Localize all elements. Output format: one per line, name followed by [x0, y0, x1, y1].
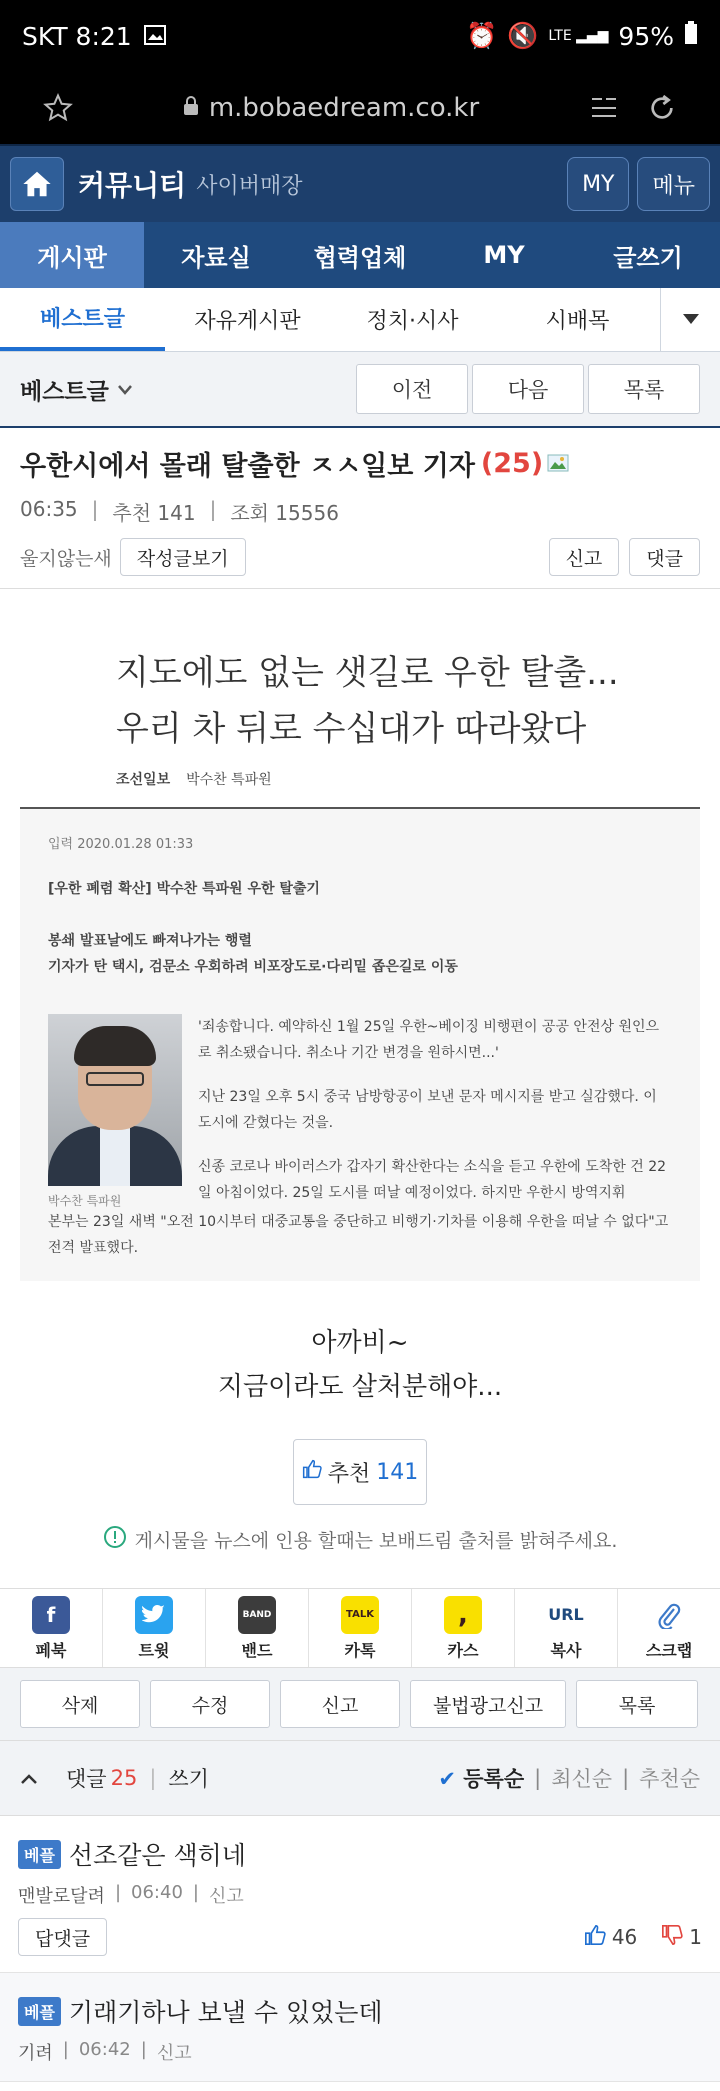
- post-time: 06:35: [20, 497, 78, 521]
- post-recommend: 추천 141: [112, 501, 196, 525]
- thumbs-up-icon: [584, 1924, 606, 1951]
- comment-text: 선조같은 색히네: [68, 1841, 246, 1870]
- divider: |: [534, 1766, 542, 1790]
- sub-nav: [0, 288, 720, 352]
- comment-count: (25): [480, 448, 544, 479]
- recommend-count: 141: [376, 1459, 419, 1485]
- summary-line-2: 기자가 탄 택시, 검문소 우회하려 비포장도로·다리밑 좁은길로 이동: [48, 959, 458, 975]
- divider: |: [62, 2039, 69, 2060]
- article-date: 입력 2020.01.28 01:33: [48, 837, 194, 852]
- comment-time: 06:40: [131, 1882, 183, 1903]
- kakaotalk-icon: TALK: [341, 1596, 379, 1634]
- post-header: [0, 428, 720, 589]
- signal-icon: LTE ▂▄▆: [548, 28, 609, 44]
- lock-icon: [183, 93, 199, 123]
- main-nav: [0, 222, 720, 288]
- nav-archive[interactable]: 자료실: [181, 243, 251, 272]
- comment-item: [0, 1816, 720, 1973]
- bookmark-star-icon[interactable]: [36, 86, 80, 130]
- my-button[interactable]: MY: [567, 157, 629, 211]
- reply-button[interactable]: 댓글: [629, 538, 700, 576]
- alarm-icon: ⏰: [466, 21, 498, 50]
- share-facebook[interactable]: [0, 1589, 103, 1667]
- comment-report-link[interactable]: 신고: [208, 1886, 244, 1907]
- share-label: 페북: [35, 1640, 67, 1660]
- post-meta: [20, 497, 700, 526]
- post-body: [0, 1321, 720, 1409]
- divider: |: [192, 1882, 199, 1903]
- body-line-1: 아까비~: [311, 1328, 409, 1358]
- share-band[interactable]: [206, 1589, 309, 1667]
- divider: |: [209, 497, 217, 521]
- comment-time: 06:42: [78, 2039, 131, 2060]
- article-para-3: 신종 코로나 바이러스가 갑자기 확산한다는 소식을 듣고 우한에 도착한 건 22일 아침이었다. 25일 도시를 떠날 예정이었다. 하지만 우한시 방역지휘: [198, 1159, 667, 1201]
- share-kakaotalk[interactable]: [309, 1589, 412, 1667]
- share-bar: [0, 1588, 720, 1668]
- article-summary: [48, 928, 672, 980]
- carrier-time: SKT 8:21: [22, 21, 132, 51]
- status-bar: [0, 0, 720, 72]
- prev-button[interactable]: 이전: [356, 364, 468, 414]
- article-para-1: '죄송합니다. 예약하신 1월 25일 우한~베이징 비행편이 공공 안전상 원인으로 취소됐습니다. 취소나 기간 변경을 원하시면...': [198, 1019, 660, 1061]
- board-selector[interactable]: [20, 373, 133, 406]
- citation-notice: [0, 1525, 720, 1554]
- article-text: [198, 1014, 672, 1209]
- delete-button[interactable]: 삭제: [20, 1680, 140, 1728]
- article-content-row: [48, 1014, 672, 1209]
- reporter-photo-block: [48, 1014, 182, 1209]
- comment-report-link[interactable]: 신고: [156, 2043, 192, 2064]
- headline-line-2: 우리 차 뒤로 수십대가 따라왔다: [116, 709, 587, 749]
- post-title: 우한시에서 몰래 탈출한 ㅈㅅ일보 기자: [20, 451, 475, 482]
- headline-line-1: 지도에도 없는 샛길로 우한 탈출...: [116, 653, 619, 693]
- url-text: m.bobaedream.co.kr: [208, 93, 480, 123]
- article-headline: [20, 609, 700, 757]
- best-comment-badge: 베플: [18, 1997, 61, 2026]
- edit-button[interactable]: 수정: [150, 1680, 270, 1728]
- tab-free-board[interactable]: 자유게시판: [194, 309, 301, 334]
- tab-best[interactable]: 베스트글: [0, 288, 165, 351]
- share-label: 스크랩: [645, 1640, 693, 1660]
- comment-sort: [438, 1763, 700, 1793]
- body-line-2: 지금이라도 살처분해야...: [217, 1372, 503, 1402]
- share-kakaostory[interactable]: [412, 1589, 515, 1667]
- write-comment-link[interactable]: 쓰기: [168, 1767, 209, 1791]
- board-title: 베스트글: [20, 378, 109, 405]
- sort-registered[interactable]: [438, 1763, 524, 1793]
- band-icon: BAND: [238, 1596, 276, 1634]
- recommend-button[interactable]: [293, 1439, 427, 1505]
- sort-registered-label: 등록순: [463, 1767, 525, 1791]
- board-bar: [0, 352, 720, 428]
- author-name[interactable]: 울지않는새: [20, 547, 112, 570]
- collapse-chevron-icon[interactable]: [20, 1766, 38, 1790]
- list-button[interactable]: 목록: [588, 364, 700, 414]
- downvote-count: 1: [689, 1925, 702, 1949]
- share-twitter[interactable]: [103, 1589, 206, 1667]
- article-subtitle: [우한 폐렴 확산] 박수찬 특파원 우한 탈출기: [48, 881, 320, 897]
- notice-text: 게시물을 뉴스에 인용 할때는 보배드림 출처를 밝혀주세요.: [134, 1530, 618, 1552]
- share-label: 카톡: [344, 1640, 376, 1660]
- nav-partners[interactable]: 협력업체: [313, 243, 407, 272]
- post-title-row: [20, 444, 700, 483]
- share-copy-url[interactable]: [515, 1589, 618, 1667]
- battery-icon: [684, 21, 698, 51]
- upvote-count: 46: [611, 1925, 638, 1949]
- article-para-4: 본부는 23일 새벽 "오전 10시부터 대중교통을 중단하고 비행기·기차를 이용해 우한을 떠날 수 없다"고 전격 발표했다.: [48, 1214, 669, 1256]
- reporter-name: 박수찬 특파원: [186, 772, 272, 788]
- comment-author[interactable]: 맨발로달려: [18, 1886, 105, 1907]
- post-views: 조회 15556: [230, 501, 339, 525]
- address-field[interactable]: [80, 93, 582, 123]
- report-spam-button[interactable]: 불법광고신고: [410, 1680, 566, 1728]
- article-para-2: 지난 23일 오후 5시 중국 남방항공이 보낸 문자 메시지를 받고 실감했다. 이 도시에 갇혔다는 것을.: [198, 1089, 657, 1131]
- news-capture-image: [20, 609, 700, 1281]
- divider: |: [622, 1766, 630, 1790]
- comment-author[interactable]: 기려: [18, 2043, 53, 2064]
- comments-bar: [0, 1740, 720, 1816]
- check-icon: ✔: [438, 1767, 456, 1791]
- author-row: [20, 538, 700, 576]
- share-label: 트윗: [138, 1640, 170, 1660]
- twitter-icon: [135, 1596, 173, 1634]
- article-body: [20, 809, 700, 1281]
- report-button[interactable]: 신고: [549, 538, 620, 576]
- paperclip-icon: [650, 1596, 688, 1634]
- divider: |: [149, 1766, 157, 1790]
- comment-text: 기래기하나 보낼 수 있었는데: [68, 1998, 383, 2027]
- tab-politics[interactable]: 정치·시사: [366, 309, 459, 334]
- comments-count: 25: [110, 1766, 138, 1790]
- chevron-down-icon: [117, 376, 133, 402]
- mute-icon: 🔇: [507, 21, 539, 50]
- thumbs-down-icon: [661, 1924, 683, 1951]
- info-icon: [103, 1525, 127, 1554]
- best-comment-badge: 베플: [18, 1840, 61, 1869]
- share-label: 복사: [550, 1640, 582, 1660]
- image-attached-icon: [547, 448, 569, 479]
- caret-down-icon: [682, 310, 700, 329]
- sort-recommended[interactable]: 추천순: [639, 1767, 700, 1791]
- reply-comment-button[interactable]: 답댓글: [18, 1918, 107, 1956]
- gallery-icon: [144, 22, 166, 51]
- recommend-label: 추천: [327, 1461, 371, 1487]
- post-actions: [0, 1668, 720, 1740]
- kakaostory-icon: ,: [444, 1596, 482, 1634]
- cyber-store-link[interactable]: 사이버매장: [196, 173, 303, 199]
- newspaper-name: 조선일보: [116, 772, 171, 788]
- community-title[interactable]: 커뮤니티: [78, 169, 187, 202]
- reporter-photo: [48, 1014, 182, 1186]
- reader-mode-icon[interactable]: [582, 86, 626, 130]
- nav-write[interactable]: 글쓰기: [613, 243, 683, 272]
- home-button[interactable]: [10, 157, 64, 211]
- downvote-button[interactable]: [661, 1924, 702, 1951]
- browser-url-bar: [0, 72, 720, 144]
- comments-label: 댓글: [66, 1767, 107, 1791]
- share-scrap[interactable]: [618, 1589, 720, 1667]
- divider: |: [114, 1882, 122, 1903]
- battery-text: 95%: [618, 21, 674, 51]
- sort-newest[interactable]: 최신순: [551, 1767, 613, 1791]
- comment-item: [0, 1973, 720, 2082]
- photo-caption: 박수찬 특파원: [48, 1194, 122, 1208]
- next-button[interactable]: 다음: [472, 364, 584, 414]
- thumbs-up-icon: [302, 1459, 322, 1485]
- article-byline: [20, 757, 700, 807]
- share-label: 카스: [447, 1640, 479, 1660]
- subnav-dropdown-button[interactable]: [660, 288, 720, 351]
- divider: |: [140, 2039, 147, 2060]
- menu-button[interactable]: 메뉴: [637, 157, 710, 211]
- site-header: [0, 144, 720, 222]
- url-icon: URL: [548, 1605, 584, 1624]
- summary-line-1: 봉쇄 발표날에도 빠져나가는 행렬: [48, 933, 252, 949]
- nav-board[interactable]: 게시판: [0, 222, 144, 288]
- view-posts-button[interactable]: 작성글보기: [120, 538, 246, 576]
- facebook-icon: f: [32, 1596, 70, 1634]
- nav-my[interactable]: MY: [483, 241, 525, 269]
- list-bottom-button[interactable]: 목록: [576, 1680, 698, 1728]
- divider: |: [91, 497, 99, 521]
- upvote-button[interactable]: [584, 1924, 637, 1951]
- report-post-button[interactable]: 신고: [280, 1680, 400, 1728]
- share-label: 밴드: [241, 1640, 273, 1660]
- tab-sibaemok[interactable]: 시배목: [545, 309, 610, 334]
- refresh-icon[interactable]: [640, 86, 684, 130]
